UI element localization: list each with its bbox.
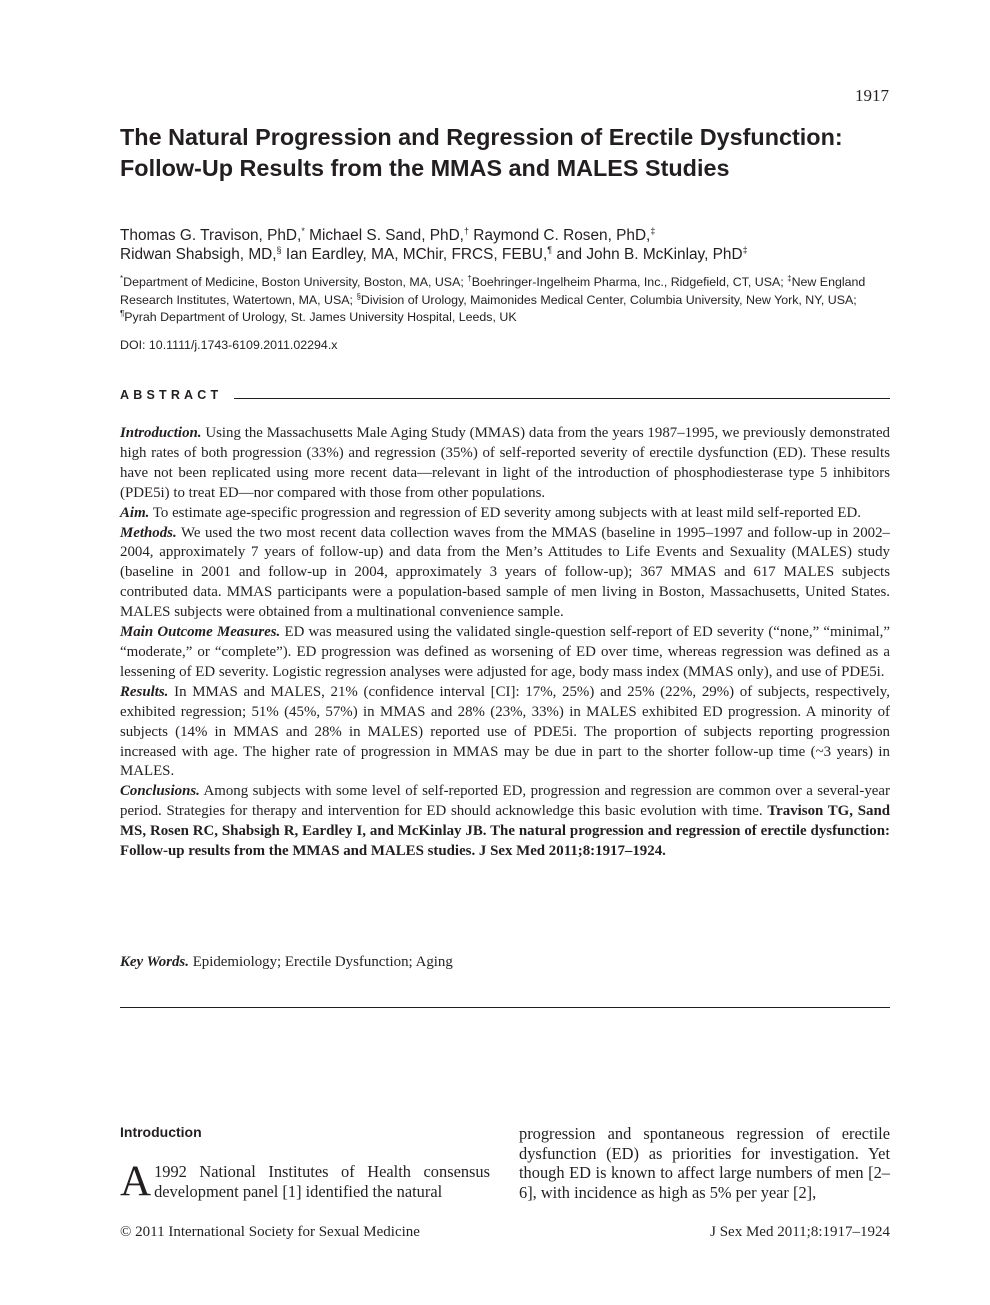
keywords-label: Key Words. [120,954,189,970]
author-mark: ‡ [742,245,748,255]
drop-cap: A [120,1158,152,1205]
author-mark: † [463,226,469,236]
abstract-label: ABSTRACT [120,388,223,402]
affiliation-mark: § [356,291,361,301]
section-label: Aim. [120,504,150,521]
affiliation-mark: ¶ [120,309,125,318]
author-mark: ‡ [650,226,656,236]
author-list [120,226,900,264]
section-text: Using the Massachusetts Male Aging Study (MMAS) data from the years 1987–1995, we previously demonstrated high rates of both progression (33%) and regression (35%) of self-reported severity of erectile dysfunction (ED). These results have not been replicated using more recent data—relevant in light of the introduction of phosphodiesterase type 5 inhibitors (PDE5i) to treat ED—nor compared with those from other populations. [120,425,891,501]
abstract-conclusions [120,782,890,862]
doi-link[interactable]: DOI: 10.1111/j.1743-6109.2011.02294.x [120,338,338,352]
affiliation-mark: † [467,274,472,283]
section-label: Conclusions. [120,783,200,800]
abstract-aim [120,504,890,524]
author-eardley: Ian Eardley, MA, MChir, FRCS, FEBU, [285,246,548,263]
author-mckinlay: and John B. McKinlay, PhD [556,246,743,263]
abstract-methods [120,524,890,624]
section-label: Main Outcome Measures. [120,624,281,641]
section-label: Methods. [120,524,177,541]
affiliation-maimonides: Division of Urology, Maimonides Medical Center, Columbia University, New York, NY, USA; [360,292,857,307]
affiliation-leeds: Pyrah Department of Urology, St. James University Hospital, Leeds, UK [124,310,517,324]
section-text: Among subjects with some level of self-reported ED, progression and regression are common over a several-year period. Strategies for therapy and intervention for ED should acknowledge this basic evolution with time. [120,783,890,820]
affiliations [120,274,880,327]
affiliation-mark: * [120,274,124,283]
section-text: To estimate age-specific progression and regression of ED severity among subjects with at least mild self-reported ED. [152,504,861,521]
title-line-2: Follow-Up Results from the MMAS and MALES Studies [120,155,730,181]
author-mark: * [301,226,305,236]
section-text: We used the two most recent data collection waves from the MMAS (baseline in 1995–1997 and follow-up in 2002–2004, approximately 7 years of follow-up) and data from the Men’s Attitudes to Life Events and Sexuality (MALES) study (baseline in 2001 and follow-up in 2004, approximately 3 years of follow-up); 367 MMAS and 617 MALES subjects contributed data. MMAS participants were a population-based sample of men living in Boston, Massachusetts, United States. MALES subjects were obtained from a multinational convenience sample. [120,524,890,621]
affiliation-neri: New England Research Institutes, Watertown, MA, USA; [120,275,866,307]
keywords-text: Epidemiology; Erectile Dysfunction; Aging [192,954,453,970]
abstract-results [120,683,890,783]
author-travison: Thomas G. Travison, PhD, [120,227,302,244]
section-divider [120,1007,890,1008]
body-text-left: 1992 National Institutes of Health consensus development panel [1] identified the natural [154,1162,490,1201]
affiliation-boehringer: Boehringer-Ingelheim Pharma, Inc., Ridgefield, CT, USA; [471,275,784,289]
author-shabsigh: Ridwan Shabsigh, MD, [120,246,277,263]
journal-reference: J Sex Med 2011;8:1917–1924 [710,1224,890,1240]
section-label: Introduction. [120,425,202,441]
author-sand: Michael S. Sand, PhD, [309,227,464,244]
abstract-divider [234,398,890,399]
article-title [120,122,900,184]
introduction-heading: Introduction [120,1124,202,1140]
author-mark: ¶ [547,245,553,255]
abstract-heading [120,388,890,408]
body-text-right: progression and spontaneous regression of erectile dysfunction (ED) as priorities for investigation. Yet though ED is known to affect large numbers of men [2–6], with incidence as high as 5% per year [2], [519,1124,890,1202]
copyright-notice: © 2011 International Society for Sexual Medicine [120,1224,420,1240]
author-mark: § [276,245,282,255]
affiliation-mark: ‡ [787,274,792,283]
section-label: Results. [120,683,169,700]
page-number: 1917 [855,86,889,105]
abstract-body [120,424,890,862]
citation: Travison TG, Sand MS, Rosen RC, Shabsigh R, Eardley I, and McKinlay JB. The natural progression and regression of erectile dysfunction: Follow-up results from the MMAS and MALES studies. J Sex Med 2011;8:1917–1924. [120,803,891,860]
author-rosen: Raymond C. Rosen, PhD, [473,227,651,244]
keywords [120,954,453,971]
section-text: In MMAS and MALES, 21% (confidence interval [CI]: 17%, 25%) and 25% (22%, 29%) of subjects, respectively, exhibited regression; 51% (45%, 57%) in MMAS and 28% (23%, 33%) in MALES exhibited ED progression. A minority of subjects (14% in MMAS and 28% in MALES) reported use of PDE5i. The proportion of subjects reporting progression increased with age. The higher rate of progression in MMAS may be due in part to the shorter follow-up time (~3 years) in MALES. [120,683,890,780]
body-column-left [120,1158,490,1205]
abstract-introduction [120,424,890,504]
title-line-1: The Natural Progression and Regression of Erectile Dysfunction: [120,124,843,150]
affiliation-boston: Department of Medicine, Boston University, Boston, MA, USA; [123,275,464,289]
abstract-outcome-measures [120,623,890,683]
body-column-right [519,1124,890,1202]
section-text: ED was measured using the validated single-question self-report of ED severity (“none,” “minimal,” “moderate,” or “complete”). ED progression was defined as worsening of ED over time, whereas regression was defined as a lessening of ED severity. Logistic regression analyses were adjusted for age, body mass index (MMAS only), and use of PDE5i. [120,624,890,680]
